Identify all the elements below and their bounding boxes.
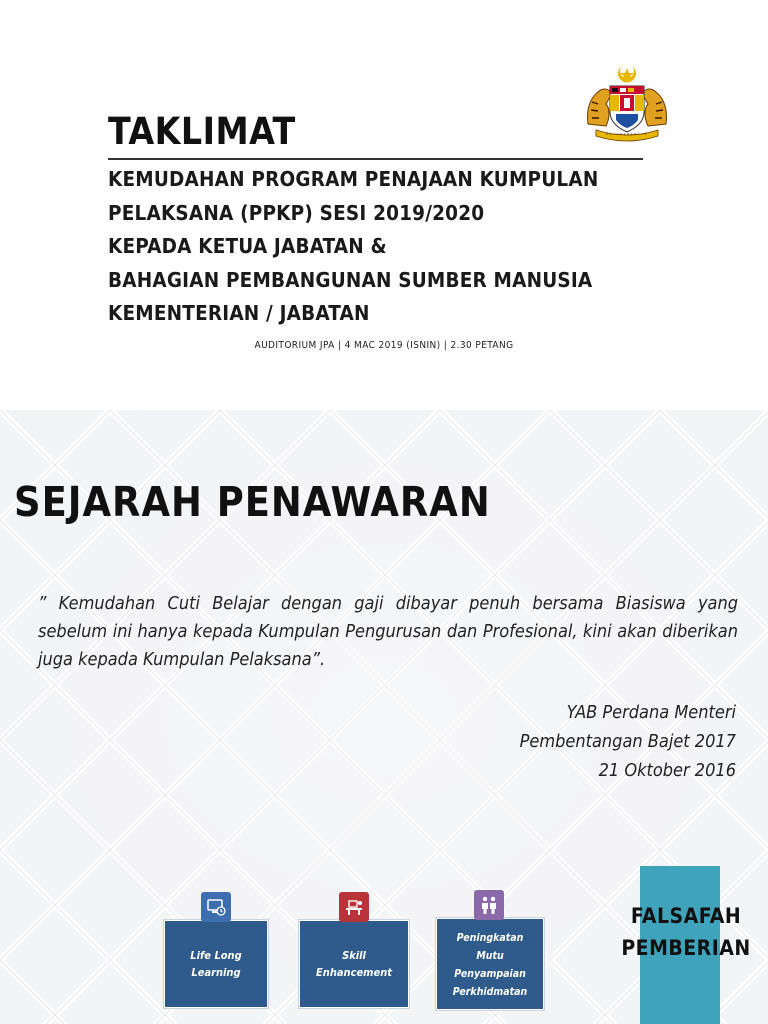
card-label-line: Perkhidmatan	[452, 986, 528, 998]
workshop-tools-icon	[339, 892, 369, 922]
card-label	[300, 947, 408, 981]
card-label-line: Peningkatan	[456, 932, 524, 944]
card-label	[437, 929, 543, 1001]
falsafah-line: PEMBERIAN	[621, 936, 751, 960]
subtitle-line: KEMENTERIAN / JABATAN	[108, 301, 370, 325]
card-life-long-learning	[164, 920, 268, 1008]
title-slide	[0, 0, 768, 410]
subtitle-line: KEMUDAHAN PROGRAM PENAJAAN KUMPULAN	[108, 167, 599, 191]
section-heading: SEJARAH PENAWARAN	[14, 478, 491, 526]
people-service-icon	[474, 890, 504, 920]
coat-of-arms-icon	[582, 62, 672, 142]
computer-learning-icon	[201, 892, 231, 922]
subtitle-line: PELAKSANA (PPKP) SESI 2019/2020	[108, 200, 485, 225]
attribution-line: Pembentangan Bajet 2017	[519, 731, 736, 752]
subtitle-line: KEPADA KETUA JABATAN &	[108, 234, 387, 258]
subtitle-line: BAHAGIAN PEMBANGUNAN SUMBER MANUSIA	[108, 267, 593, 292]
budget-quote: ” Kemudahan Cuti Belajar dengan gaji dibayar penuh bersama Biasiswa yang sebelum ini hanya kepada Kumpulan Pengurusan dan Profesional, kini akan diberikan juga kepada Kumpulan Pelaksana”.	[38, 593, 738, 670]
attribution-line: 21 Oktober 2016	[598, 760, 736, 781]
card-label-line: Mutu	[476, 950, 504, 962]
page-title: TAKLIMAT	[108, 110, 296, 153]
venue-date-line: AUDITORIUM JPA | 4 MAC 2019 (ISNIN) | 2.30 PETANG	[254, 340, 514, 351]
card-label-line: Life Long	[190, 949, 242, 962]
falsafah-line: FALSAFAH	[630, 904, 742, 928]
card-service-quality	[436, 918, 544, 1010]
card-skill-enhancement	[299, 920, 409, 1008]
falsafah-label	[612, 900, 760, 964]
card-label	[165, 947, 267, 981]
history-slide	[0, 410, 768, 1024]
card-label-line: Penyampaian	[454, 968, 526, 980]
title-divider	[108, 158, 643, 160]
subtitle-block	[108, 163, 708, 331]
attribution-line: YAB Perdana Menteri	[566, 702, 736, 723]
quote-attribution	[520, 698, 736, 785]
card-label-line: Skill	[342, 949, 366, 962]
card-label-line: Enhancement	[316, 966, 392, 979]
card-label-line: Learning	[191, 966, 241, 979]
